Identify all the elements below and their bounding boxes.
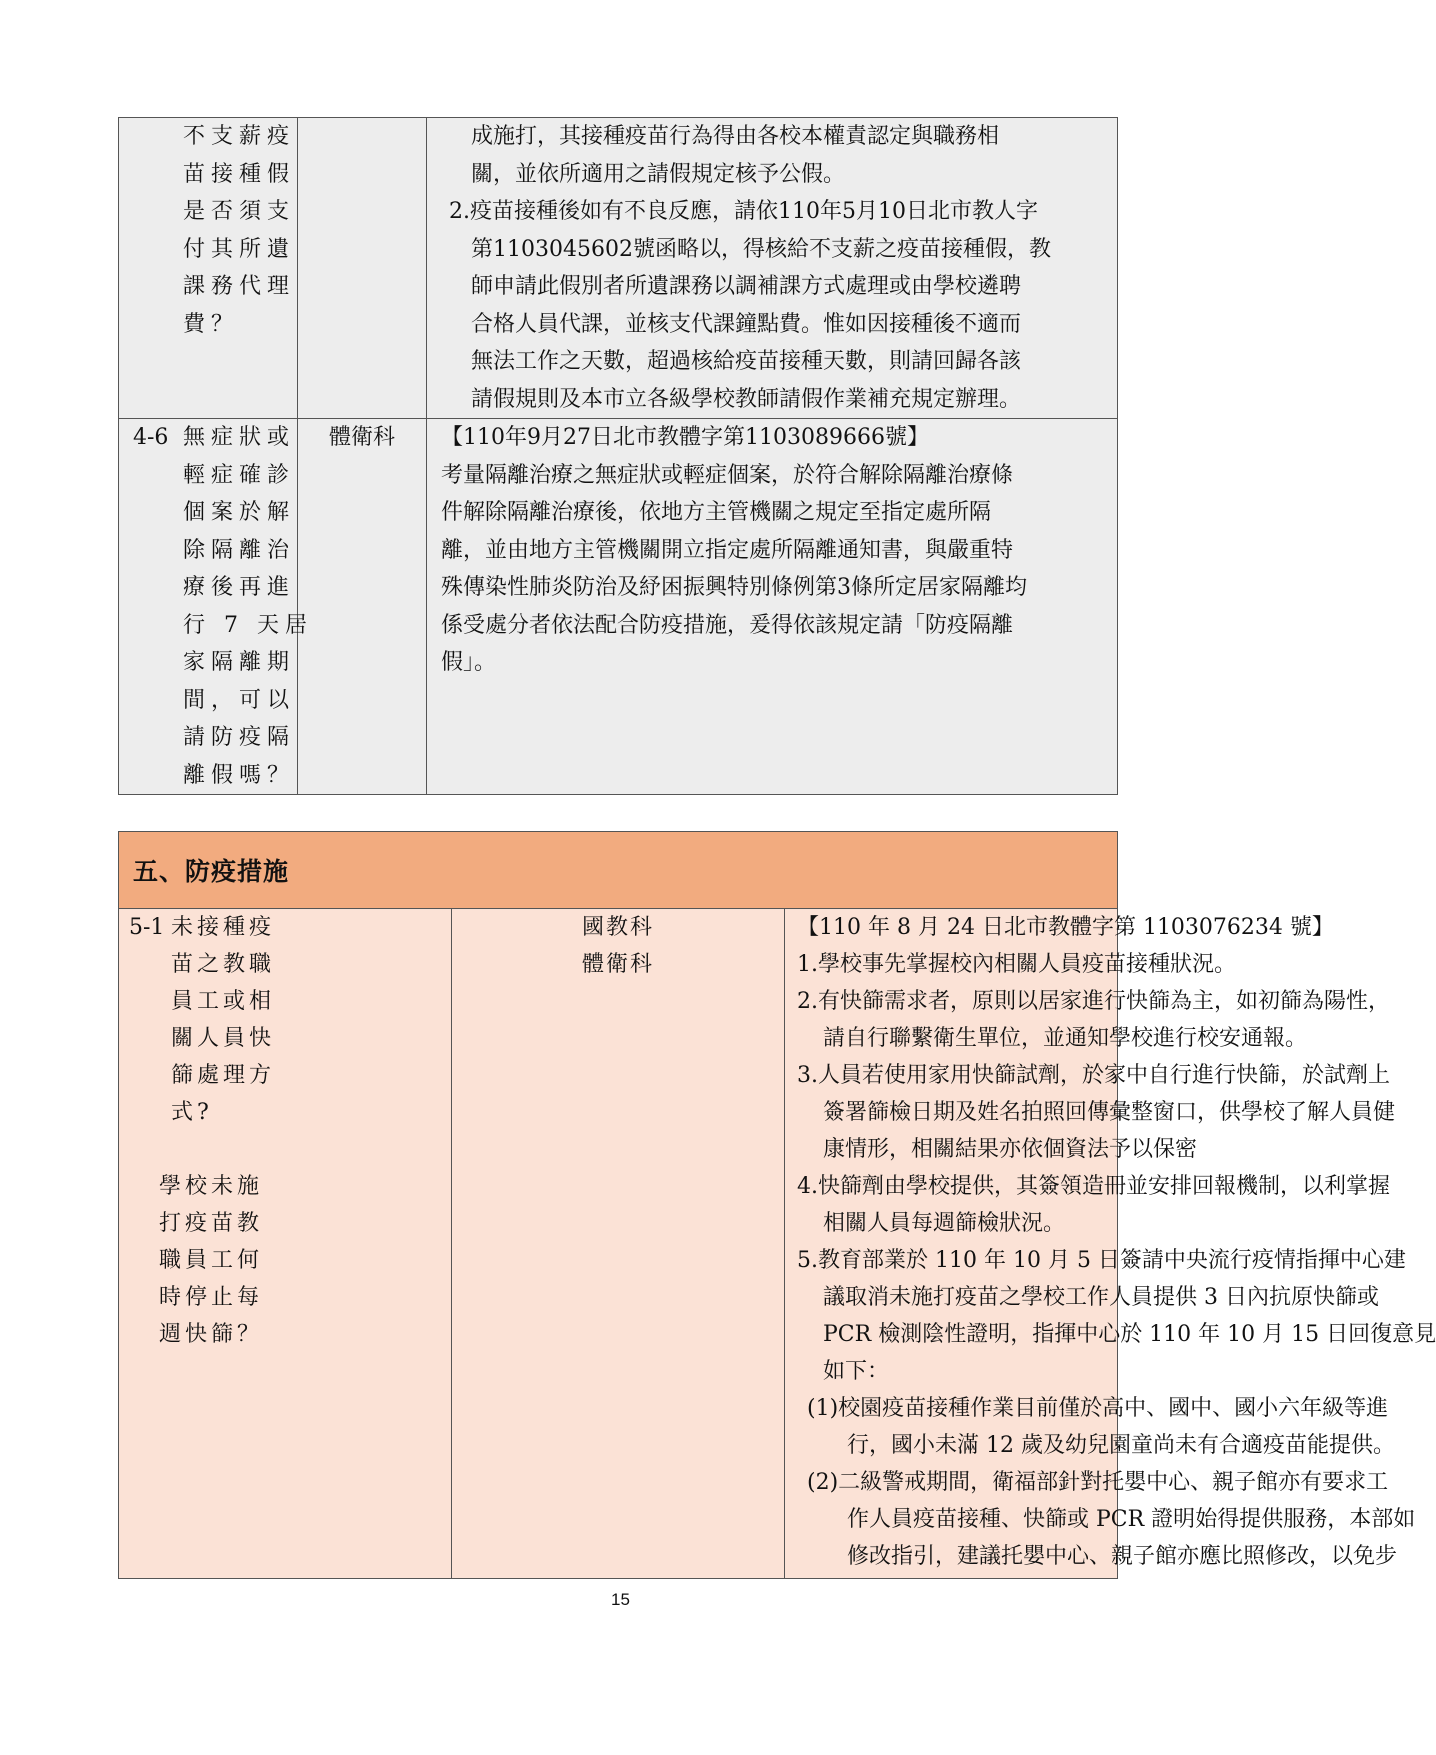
section-title: 五、防疫措施: [133, 857, 290, 886]
question-line: 職員工何: [159, 1248, 264, 1273]
question-line: 篩處理方: [171, 1063, 276, 1088]
question-cell: [119, 419, 313, 795]
answer-line: 相關人員每週篩檢狀況。: [823, 1211, 1066, 1236]
department-label: 體衛科: [328, 425, 395, 450]
answer-line: 請自行聯繫衛生單位，並通知學校進行校安通報。: [823, 1026, 1308, 1051]
answer-line: 如下：: [823, 1359, 890, 1384]
question-text: 無症狀或: [183, 425, 296, 450]
table-row: [119, 909, 1118, 1579]
question-line: 週快篩？: [159, 1322, 264, 1347]
answer-line: 第1103045602號函略以，得核給不支薪之疫苗接種假，教: [471, 236, 1051, 262]
question-line: 時停止每: [159, 1285, 264, 1310]
answer-line: 2.疫苗接種後如有不良反應，請依110年5月10日北市教人字: [449, 199, 1038, 224]
answer-line: 無法工作之天數，超過核給疫苗接種天數，則請回歸各該: [471, 349, 1022, 374]
answer-cell: [785, 909, 1436, 1579]
answer-line: PCR 檢測陰性證明，指揮中心於 110 年 10 月 15 日回復意見: [823, 1322, 1436, 1347]
question-line: 學校未施: [159, 1174, 264, 1199]
table-epidemic-measures: [118, 831, 1436, 1579]
question-line: 療後再進: [183, 575, 296, 600]
question-line: 打疫苗教: [159, 1211, 264, 1236]
question-line: 費？: [183, 311, 240, 337]
answer-line: 簽署篩檢日期及姓名拍照回傳彙整窗口，供學校了解人員健: [823, 1100, 1396, 1125]
answer-line: 請假規則及本市立各級學校教師請假作業補充規定辦理。: [471, 386, 1022, 412]
section-header-cell: [119, 832, 1118, 909]
answer-line: 2.有快篩需求者，原則以居家進行快篩為主，如初篩為陽性，: [797, 989, 1390, 1014]
answer-line: 成施打，其接種疫苗行為得由各校本權責認定與職務相: [471, 124, 1000, 149]
answer-line: 件解除隔離治療後，依地方主管機關之規定至指定處所隔: [441, 500, 992, 525]
question-line: 苗接種假: [183, 161, 296, 187]
question-line: 是否須支: [183, 199, 296, 224]
answer-line: 假」。: [441, 650, 497, 675]
answer-cell: [427, 419, 1118, 795]
department-cell: [452, 909, 785, 1579]
question-line: 員工或相: [171, 989, 276, 1014]
answer-line: 考量隔離治療之無症狀或輕症個案，於符合解除隔離治療條: [441, 462, 1014, 488]
answer-line: 康情形，相關結果亦依個資法予以保密: [823, 1137, 1198, 1162]
answer-line: 【110 年 8 月 24 日北市教體字第 1103076234 號】: [797, 915, 1334, 940]
answer-line: 作人員疫苗接種、快篩或 PCR 證明始得提供服務，本部如: [847, 1507, 1416, 1532]
answer-line: (2)二級警戒期間，衛福部針對托嬰中心、親子館亦有要求工: [807, 1470, 1389, 1495]
question-cell: [119, 118, 298, 419]
answer-line: 關，並依所適用之請假規定核予公假。: [471, 161, 846, 187]
spacer: [119, 1131, 451, 1168]
question-line: [119, 909, 451, 946]
question-cell: [119, 909, 452, 1579]
answer-line: 1.學校事先掌握校內相關人員疫苗接種狀況。: [797, 952, 1236, 977]
answer-line: 3.人員若使用家用快篩試劑，於家中自行進行快篩，於試劑上: [797, 1063, 1390, 1088]
table-row: [119, 419, 1118, 795]
section-header-row: [119, 832, 1118, 909]
question-line: 個案於解: [183, 500, 296, 525]
department-label: 體衛科: [581, 952, 654, 977]
question-line: 輕症確診: [183, 462, 296, 488]
question-line: 家隔離期: [183, 650, 296, 675]
answer-line: 修改指引，建議托嬰中心、親子館亦應比照修改，以免步: [847, 1544, 1398, 1569]
question-line: 除隔離治: [183, 537, 296, 563]
question-line: 不支薪疫: [183, 124, 296, 149]
item-number: 5-1: [129, 915, 165, 940]
answer-line: 合格人員代課，並核支代課鐘點費。惟如因接種後不適而: [471, 311, 1022, 337]
question-line: 關人員快: [171, 1026, 276, 1051]
answer-line: 殊傳染性肺炎防治及紓困振興特別條例第3條所定居家隔離均: [441, 575, 1027, 600]
item-number: 4-6: [133, 425, 169, 450]
question-line: 間，可以: [183, 687, 296, 713]
question-line: 式?: [171, 1100, 213, 1125]
answer-line: 5.教育部業於 110 年 10 月 5 日簽請中央流行疫情指揮中心建: [797, 1248, 1406, 1273]
answer-line: (1)校園疫苗接種作業目前僅於高中、國中、國小六年級等進: [807, 1396, 1389, 1421]
page-number: 15: [611, 1590, 630, 1609]
question-line: 離假嗎？: [183, 762, 296, 788]
table-leave-questions: [118, 117, 1118, 795]
question-line: 行 7 天居: [183, 612, 313, 638]
question-line: 請防疫隔: [183, 725, 296, 750]
department-label: 國教科: [581, 915, 654, 940]
question-line: 苗之教職: [171, 952, 276, 977]
answer-line: 行，國小未滿 12 歲及幼兒園童尚未有合適疫苗能提供。: [847, 1433, 1395, 1458]
question-line: 付其所遺: [183, 236, 296, 262]
answer-line: 係受處分者依法配合防疫措施，爰得依該規定請「防疫隔離: [441, 612, 1014, 638]
department-cell: [298, 118, 427, 419]
answer-line: 議取消未施打疫苗之學校工作人員提供 3 日內抗原快篩或: [823, 1285, 1379, 1310]
table-row: [119, 118, 1118, 419]
answer-line: 離，並由地方主管機關開立指定處所隔離通知書，與嚴重特: [441, 537, 1014, 563]
answer-line: 4.快篩劑由學校提供，其簽領造冊並安排回報機制，以利掌握: [797, 1174, 1390, 1199]
answer-line: 師申請此假別者所遺課務以調補課方式處理或由學校遴聘: [471, 274, 1022, 299]
department-cell: [298, 419, 427, 795]
question-line: [119, 419, 297, 457]
answer-cell: [427, 118, 1118, 419]
answer-line: 【110年9月27日北市教體字第1103089666號】: [441, 425, 929, 450]
question-text: 未接種疫: [171, 915, 276, 940]
question-line: 課務代理: [183, 274, 296, 299]
